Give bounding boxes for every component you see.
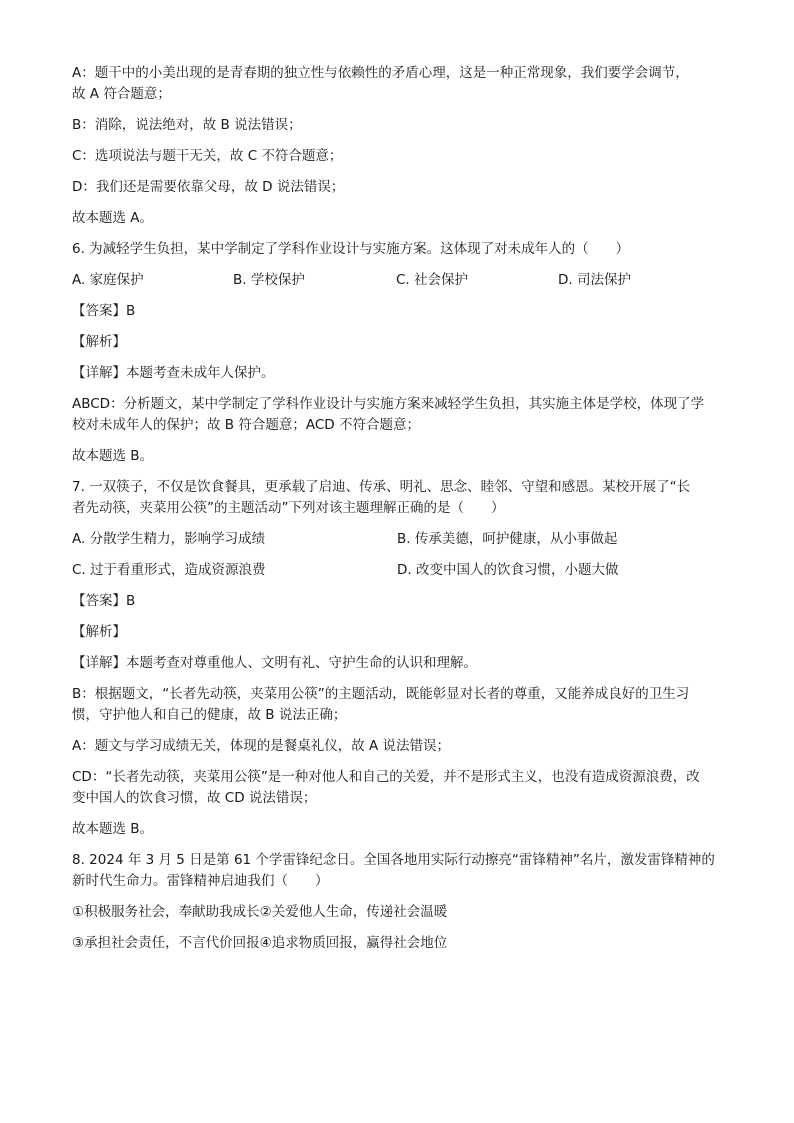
q6-answer: 【答案】B bbox=[72, 303, 136, 319]
q7-conclusion: 故本题选 B。 bbox=[72, 821, 154, 837]
q8-items-1-2: ①积极服务社会，奉献助我成长②关爱他人生命，传递社会温暖 bbox=[72, 904, 448, 920]
q6-option-d: D. 司法保护 bbox=[558, 272, 631, 288]
q5-analysis-b: B：消除，说法绝对，故 B 说法错误； bbox=[72, 117, 302, 133]
q8-items-3-4: ③承担社会责任，不言代价回报④追求物质回报，赢得社会地位 bbox=[72, 935, 448, 951]
q7-option-a: A. 分散学生精力，影响学习成绩 bbox=[72, 531, 266, 547]
q7-b-line1: B：根据题文，“长者先动筷，夹菜用公筷”的主题活动，既能彰显对长者的尊重，又能养成良好的卫生习 bbox=[72, 686, 690, 702]
q6-option-c: C. 社会保护 bbox=[396, 272, 469, 288]
q5-analysis-d: D：我们还是需要依靠父母，故 D 说法错误； bbox=[72, 179, 345, 195]
q7-detail: 【详解】本题考查对尊重他人、文明有礼、守护生命的认识和理解。 bbox=[72, 655, 477, 671]
q7-option-c: C. 过于看重形式，造成资源浪费 bbox=[72, 562, 266, 578]
q5-conclusion: 故本题选 A。 bbox=[72, 210, 154, 226]
q7-option-b: B. 传承美德，呵护健康，从小事做起 bbox=[397, 531, 618, 547]
q5-analysis-c: C：选项说法与题干无关，故 C 不符合题意； bbox=[72, 148, 343, 164]
q5-analysis-a-line1: A：题干中的小美出现的是青春期的独立性与依赖性的矛盾心理，这是一种正常现象，我们要学会调节， bbox=[72, 65, 689, 81]
q6-abcd-line1: ABCD：分析题文，某中学制定了学科作业设计与实施方案来减轻学生负担，其实施主体是学校，体现了学 bbox=[72, 396, 705, 412]
q7-stem-line1: 7. 一双筷子，不仅是饮食餐具，更承载了启迪、传承、明礼、思念、睦邻、守望和感恩。某校开展了“长 bbox=[72, 479, 691, 495]
q7-cd-line1: CD：“长者先动筷，夹菜用公筷”是一种对他人和自己的关爱，并不是形式主义，也没有造成资源浪费，改 bbox=[72, 769, 700, 785]
q8-stem-line1: 8. 2024 年 3 月 5 日是第 61 个学雷锋纪念日。全国各地用实际行动擦亮“雷锋精神”名片，激发雷锋精神的 bbox=[72, 852, 715, 868]
q7-b-line2: 惯，守护他人和自己的健康，故 B 说法正确； bbox=[72, 707, 347, 723]
document-page bbox=[72, 63, 722, 964]
q6-abcd-line2: 校对未成年人的保护；故 B 符合题意；ACD 不符合题意； bbox=[72, 417, 420, 433]
q7-cd-line2: 变中国人的饮食习惯，故 CD 说法错误； bbox=[72, 790, 317, 806]
q6-analysis-label: 【解析】 bbox=[72, 334, 126, 350]
q7-answer: 【答案】B bbox=[72, 593, 136, 609]
q7-option-d: D. 改变中国人的饮食习惯，小题大做 bbox=[397, 562, 619, 578]
q6-option-a: A. 家庭保护 bbox=[72, 272, 144, 288]
q6-options bbox=[72, 270, 722, 301]
q6-option-b: B. 学校保护 bbox=[233, 272, 305, 288]
q7-a: A：题文与学习成绩无关，体现的是餐桌礼仪，故 A 说法错误； bbox=[72, 738, 451, 754]
q8-stem-line2: 新时代生命力。雷锋精神启迪我们（ ） bbox=[72, 873, 329, 889]
q5-analysis-a-line2: 故 A 符合题意； bbox=[72, 86, 171, 102]
q7-options-row1 bbox=[72, 529, 722, 560]
q7-options-row2 bbox=[72, 560, 722, 591]
q6-detail: 【详解】本题考查未成年人保护。 bbox=[72, 365, 275, 381]
q7-analysis-label: 【解析】 bbox=[72, 624, 126, 640]
q7-stem-line2: 者先动筷，夹菜用公筷”的主题活动”下列对该主题理解正确的是（ ） bbox=[72, 500, 505, 516]
q6-stem: 6. 为减轻学生负担，某中学制定了学科作业设计与实施方案。这体现了对未成年人的（ ） bbox=[72, 241, 630, 257]
q6-conclusion: 故本题选 B。 bbox=[72, 448, 154, 464]
